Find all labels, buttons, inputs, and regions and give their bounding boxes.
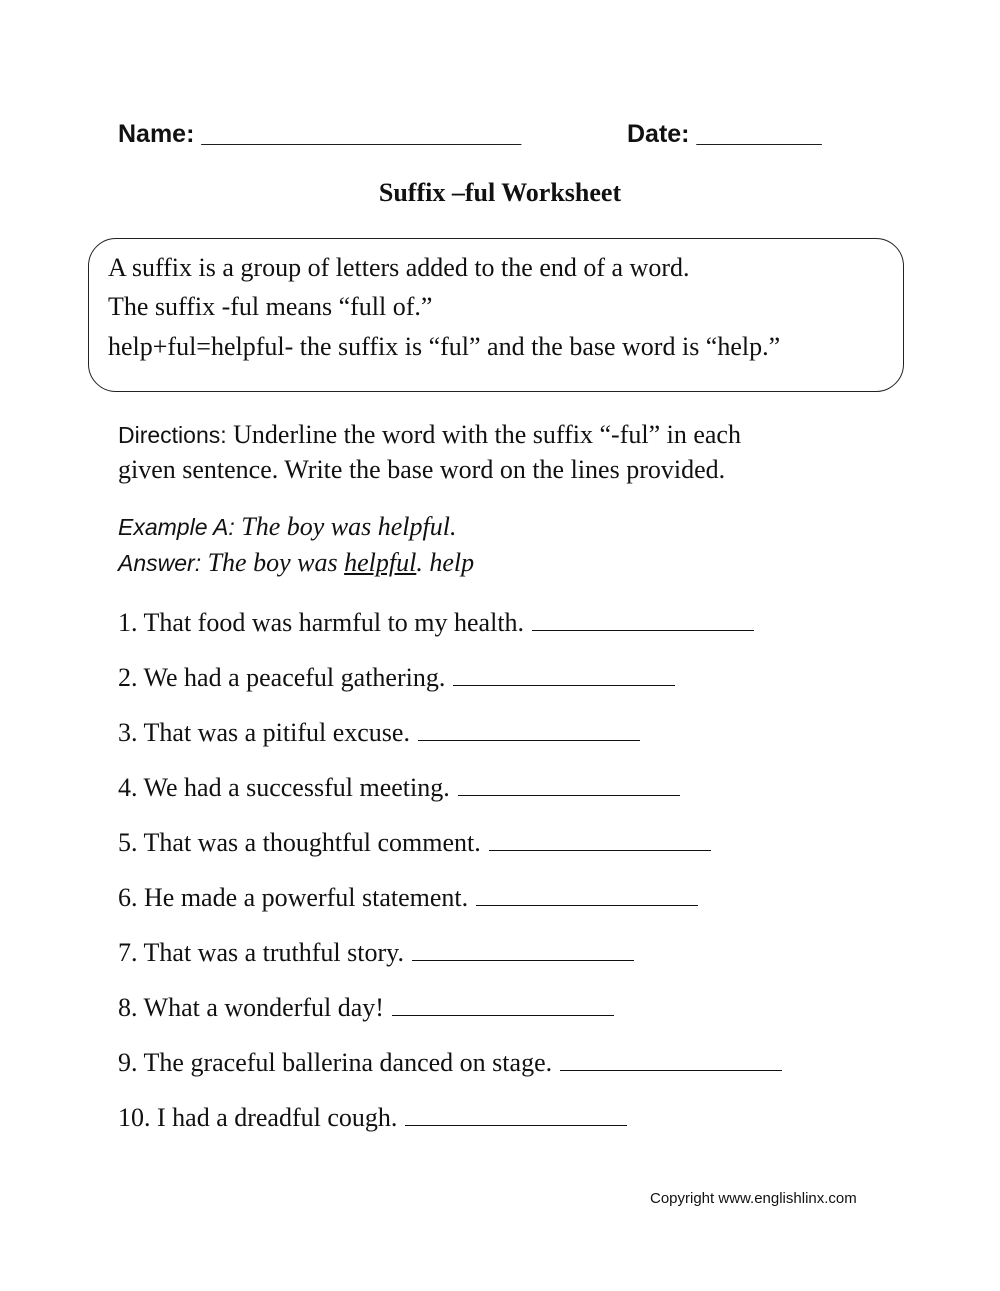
question-text: 4. We had a successful meeting. [118, 773, 450, 802]
answer-text-after: . help [416, 548, 475, 577]
worksheet-title: Suffix –ful Worksheet [378, 178, 622, 207]
answer-blank[interactable] [532, 604, 754, 631]
question-item [118, 824, 782, 879]
question-item [118, 1099, 782, 1154]
question-item [118, 1044, 782, 1099]
question-text: 7. That was a truthful story. [118, 938, 404, 967]
answer-blank[interactable] [412, 934, 634, 961]
question-item [118, 714, 782, 769]
definition-line-2: The suffix -ful means “full of.” [108, 292, 433, 321]
answer-blank[interactable] [458, 769, 680, 796]
question-list [118, 604, 782, 1154]
directions-line-2: given sentence. Write the base word on the lines provided. [118, 455, 726, 484]
answer-blank[interactable] [489, 824, 711, 851]
answer-line [118, 548, 474, 578]
answer-label: Answer: [118, 550, 202, 576]
definition-line-1: A suffix is a group of letters added to the end of a word. [108, 253, 690, 282]
answer-blank[interactable] [392, 989, 614, 1016]
question-text: 6. He made a powerful statement. [118, 883, 469, 912]
example-label: Example A: [118, 514, 235, 540]
question-item [118, 769, 782, 824]
definition-line-3: help+ful=helpful- the suffix is “ful” and the base word is “help.” [108, 332, 781, 361]
answer-text-before: The boy was [201, 548, 345, 577]
example-sentence: The boy was helpful. [234, 512, 457, 541]
directions-line-1 [118, 420, 741, 450]
question-item [118, 989, 782, 1044]
question-item [118, 659, 782, 714]
question-item [118, 604, 782, 659]
question-text: 3. That was a pitiful excuse. [118, 718, 410, 747]
directions-text-1: Underline the word with the suffix “-ful” in each [226, 420, 741, 449]
answer-underlined-word: helpful [344, 548, 417, 577]
question-text: 9. The graceful ballerina danced on stage. [118, 1048, 553, 1077]
question-text: 8. What a wonderful day! [118, 993, 384, 1022]
question-text: 2. We had a peaceful gathering. [118, 663, 446, 692]
directions-label: Directions: [118, 422, 227, 448]
question-item [118, 879, 782, 934]
answer-blank[interactable] [453, 659, 675, 686]
date-label: Date: _________ [627, 120, 822, 148]
question-item [118, 934, 782, 989]
answer-blank[interactable] [476, 879, 698, 906]
name-label: Name: _______________________ [118, 120, 522, 148]
answer-blank[interactable] [560, 1044, 782, 1071]
question-text: 10. I had a dreadful cough. [118, 1103, 398, 1132]
example-line [118, 512, 456, 542]
answer-blank[interactable] [405, 1099, 627, 1126]
answer-blank[interactable] [418, 714, 640, 741]
question-text: 1. That food was harmful to my health. [118, 608, 525, 637]
copyright-text: Copyright www.englishlinx.com [650, 1190, 857, 1207]
question-text: 5. That was a thoughtful comment. [118, 828, 481, 857]
